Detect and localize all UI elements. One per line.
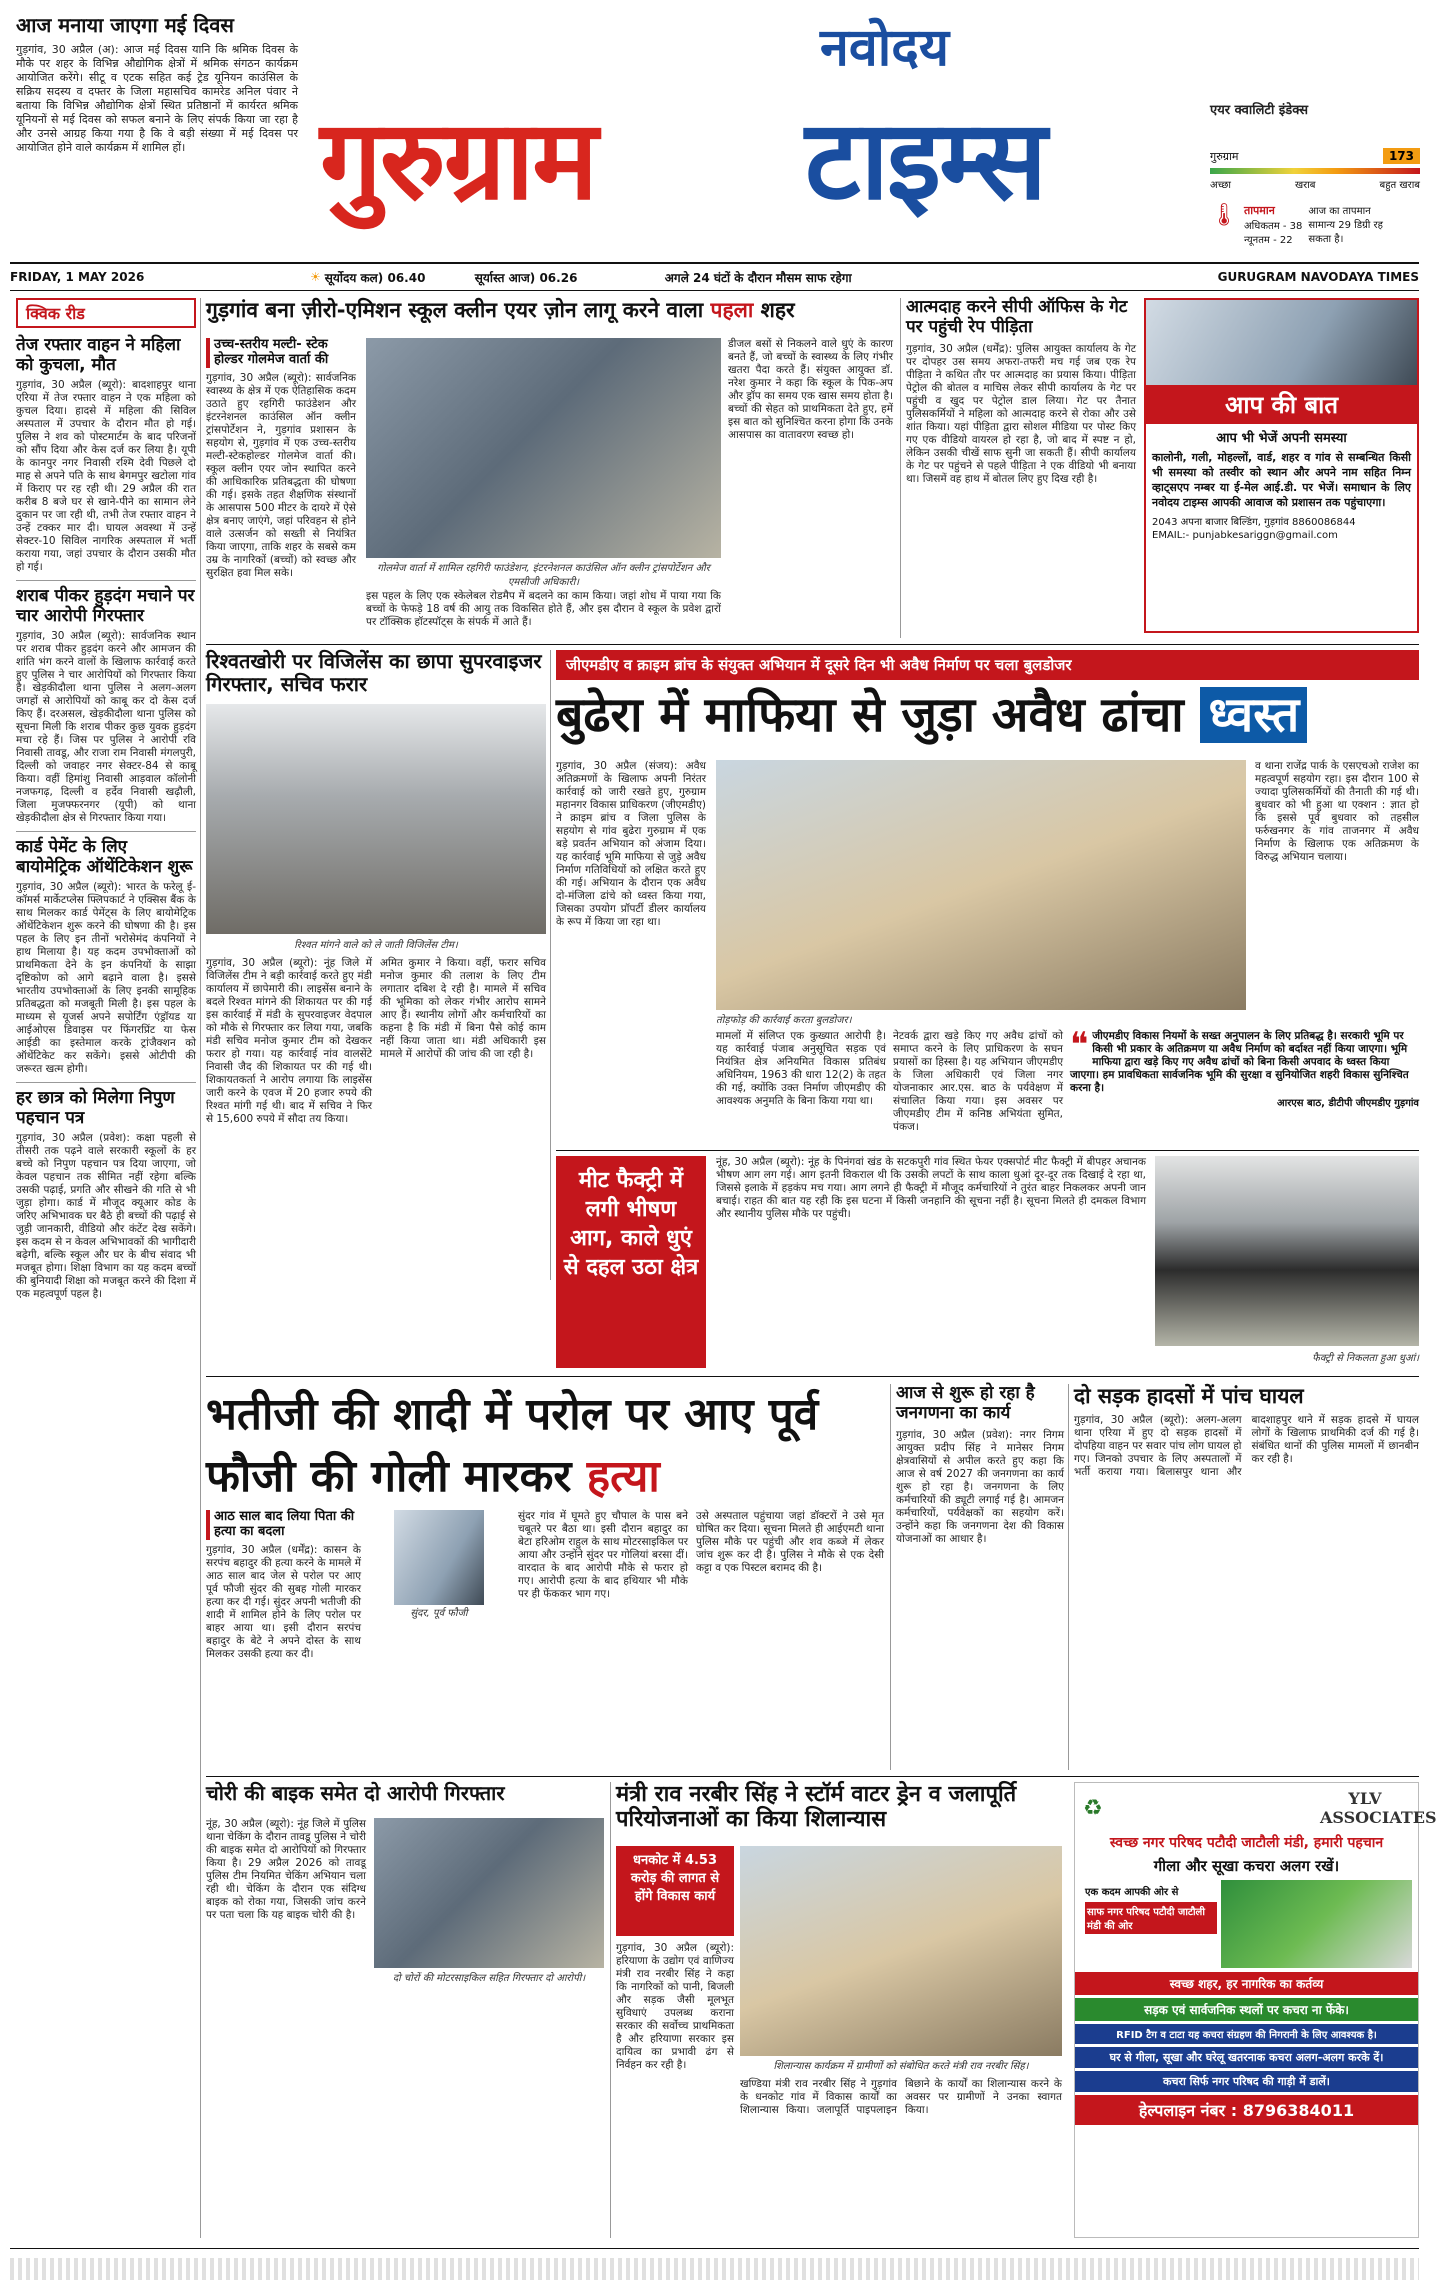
brand-top: नवोदय: [820, 18, 950, 78]
quick-read-headline: हर छात्र को मिलेगा निपुण पहचान पत्र: [16, 1088, 175, 1128]
story-fire-headline: मीट फैक्ट्री में लगी भीषण आग, काले धुएं से दहल उठा क्षेत्र: [556, 1156, 706, 1368]
story-clean-air-subhead: उच्च-स्तरीय मल्टी- स्टेक होल्डर गोलमेज वार्ता की: [206, 338, 356, 368]
weather-text: अगले 24 घंटों के दौरान मौसम साफ रहेगा: [664, 270, 852, 285]
bulldozer-photo: [716, 760, 1246, 1010]
sundar-portrait: [368, 1510, 510, 1619]
story-accidents-body: गुड़गांव, 30 अप्रैल (ब्यूरो): अलग-अलग थाना एरिया में हुए दो सड़क हादसों में दोपहिया वाहन पर सवार पांच लोग घायल हो गए। जिनको उपचार के लिए अस्पतालों में भर्ती कराया गया। बिलासपुर थाना और बादशाहपुर थाने में सड़क हादसे में घायल लोगों के खिलाफ प्राथमिकी दर्ज की गई है। संबंधित थानों की पुलिस मामलों में छानबीन कर रही है।: [1074, 1414, 1419, 1479]
section-rule: [206, 644, 1419, 645]
quick-read-item: [16, 838, 196, 1076]
story-murder: [206, 1510, 886, 1770]
quick-read-column: [16, 298, 196, 2238]
roundtable-caption: गोलमेज वार्ता में शामिल रहगिरी फाउंडेशन, इंटरनेशनल काउंसिल ऑन क्लीन ट्रांसपोर्टेशन और एमसीजी अधिकारी।: [377, 563, 710, 588]
minister-caption: शिलान्यास कार्यक्रम में ग्रामीणों को संबोधित करते मंत्री राव नरबीर सिंह।: [773, 2061, 1029, 2072]
ad-helpline[interactable]: हेल्पलाइन नंबर : 8796384011: [1075, 2095, 1418, 2125]
aqi-level-good: अच्छा: [1210, 180, 1231, 191]
column-divider: [200, 298, 201, 2238]
ad-left-top: एक कदम आपकी ओर से: [1085, 1887, 1179, 1898]
aap-ki-baat-illustration: [1146, 300, 1417, 385]
swachh-logo-icon: ♻: [1083, 1795, 1103, 1821]
story-rape-victim: [906, 298, 1136, 638]
sunset-text: सूर्यास्त आज) 06.26: [474, 270, 578, 285]
story-bike-theft: [206, 1782, 606, 2238]
ad-line1: स्वच्छ नगर परिषद पटौदी जाटौली मंडी, हमारी पहचान: [1109, 1835, 1384, 1851]
aap-ki-baat-box: [1144, 298, 1419, 633]
story-demolition-body2: मामलों में संलिप्त एक कुख्यात आरोपी है। यह कार्रवाई पंजाब अनुसूचित सड़क एवं नियंत्रित क्षेत्र अनियमित विकास प्रतिबंध अधिनियम, 1963 की धारा 12(2) के तहत की गई, क्योंकि उक्त निर्माण जीएमडीए की आवश्यक अनुमति के बिना किया गया था।: [716, 1030, 886, 1107]
minister-photo: [740, 1846, 1062, 2056]
sunrise-icon: ☀: [310, 270, 321, 284]
story-vigilance-body: गुड़गांव, 30 अप्रैल (ब्यूरो): नूंह जिले में विजिलेंस टीम ने बड़ी कार्रवाई करते हुए मंडी कार्यालय में छापेमारी की। लाइसेंस बनाने के बदले रिश्वत मांगने की शिकायत पर की गई इस कार्रवाई में मंडी के सुपरवाइजर वेदपाल को मौके से गिरफ्तार कर लिया गया, जबकि मंडी सचिव मनोज कुमार टीम को देखकर फरार हो गया। यह कार्रवाई नांव वालसेंटे निवासी जैद की शिकायत पर की गई थी। शिकायतकर्ता ने आरोप लगाया कि लाइसेंस जारी करने के एवज में 20 हजार रुपये की रिश्वत मांगी गई थी। बाद में सचिव ने फिर से 15,600 रुपये में सौदा तय किया।: [206, 957, 372, 1125]
quick-read-label: क्विक रीड: [16, 298, 196, 328]
banner-strap: जीएमडीए व क्राइम ब्रांच के संयुक्त अभियान में दूसरे दिन भी अवैध निर्माण पर चला बुलडोजर: [556, 650, 1419, 680]
registration-strip: [10, 2258, 1419, 2280]
factory-smoke-caption: फैक्ट्री से निकलता हुआ धुआं।: [1312, 1353, 1419, 1364]
story-accidents: [1074, 1384, 1419, 1774]
top-left-story: [16, 14, 298, 254]
story-murder-headline: भतीजी की शादी में परोल पर आए पूर्व फौजी की गोली मारकर हत्या: [206, 1389, 819, 1502]
temp-max: अधिकतम - 38: [1243, 221, 1303, 232]
story-census-headline: आज से शुरू हो रहा है जनगणना का कार्य: [896, 1383, 1035, 1423]
sundar-caption: सुंदर, पूर्व फौजी: [410, 1608, 468, 1619]
swachh-ad: [1074, 1782, 1437, 2238]
brand-left: गुरुग्राम: [320, 96, 597, 224]
story-fire-body: नूंह, 30 अप्रैल (ब्यूरो): नूंह के पिनंगवां खंड के सटकपुरी गांव स्थित फेयर एक्सपोर्ट मीट फैक्ट्री में बीपहर अचानक भीषण आग लग गई। आग इतनी विकराल थी कि उसकी लपटों के साथ काला धुआं दूर-दूर तक दिखाई दे रहा था, जिससे इलाके में हड़कंप मच गया। आग लगने ही फैक्ट्री में मौजूद कर्मचारियों ने तुरंत बाहर निकलकर अपनी जान बचाई। राहत की बात यह रही कि इस घटना में किसी जनहानि की सूचना नहीं है। सूचना मिलते ही दमकल विभाग और स्थानीय पुलिस मौके पर पहुंची।: [716, 1156, 1146, 1220]
dateline-bar: [10, 266, 1419, 288]
quick-read-body: गुड़गांव, 30 अप्रैल (ब्यूरो): सार्वजनिक स्थान पर शराब पीकर हुड़दंग करने और आमजन की शांति भंग करने वालों के खिलाफ कार्रवाई करते हुए पुलिस ने चार आरोपियों को गिरफ्तार किया है। खेड़कीदौला थाना पुलिस ने अलग-अलग जगहों से आरोपियों को काबू कर दो केस दर्ज किए हैं। दरअसल, खेड़कीदौला थाना पुलिस को सूचना मिली कि शराब पीकर कुछ युवक हुड़दंग मचा रहे हैं। जिस पर पुलिस ने आरोपी रवि निवासी तावडू, और राजा राम निवासी मंगलपुरी, दिल्ली को जवाहर नगर सेक्टर-84 से काबू किया। वहीं हिमांशु निवासी आड़वाल कॉलोनी नजफगढ़, दिल्ली व हर्देव निवासी खढ़ौली, जिला मुजफ्फरनगर (यूपी) को थाना खेड़कीदौला क्षेत्र से गिरफ्तार किया गया।: [16, 630, 196, 825]
top-left-headline: आज मनाया जाएगा मई दिवस: [16, 13, 234, 37]
ad-blue2: घर से गीला, सूखा और घरेलू खतरनाक कचरा अलग-अलग करके दें।: [1075, 2047, 1418, 2068]
story-vigilance-body2: अमित कुमार ने किया। वहीं, फरार सचिव मनोज कुमार की तलाश के लिए टीम लगातार दबिश दे रही है। मामले में सचिव की भूमिका को लेकर गंभीर आरोप सामने आए हैं। स्थानीय लोगों और कर्मचारियों का कहना है कि मंडी में बिना पैसे कोई काम नहीं किया जाता था। मंडी अधिकारी इस मामले में आरोपों की जांच की जा रही है।: [380, 957, 546, 1060]
thermometer-icon: 🌡: [1210, 203, 1238, 228]
sundar-photo: [394, 1510, 484, 1605]
story-vigilance-headline: रिश्वतखोरी पर विजिलेंस का छापा सुपरवाइजर गिरफ्तार, सचिव फरार: [206, 649, 542, 696]
brand-right: टाइम्स: [805, 96, 1046, 224]
top-left-body: गुड़गांव, 30 अप्रैल (अ): आज मई दिवस यानि कि श्रमिक दिवस के मौके पर शहर के विभिन्न औद्योगिक क्षेत्रों में श्रमिक संगठन कार्यक्रम आयोजित करेंगे। सीटू व एटक सहित कई ट्रेड यूनियन काउंसिल के सक्रिय सदस्य व दफ्तर के जिला महासचिव कामरेड अनिल पंवार ने बताया कि विभिन्न औद्योगिक क्षेत्रों स्थित प्रतिष्ठानों में कार्यरत श्रमिक यूनियनों से मई दिवस को सफल बनाने के लिए संपर्क किया जा रहा है और उनसे आग्रह किया गया है कि वे बड़ी संख्या में मई दिवस पर आयोजित होने वाले कार्यक्रम में शामिल हों।: [16, 43, 298, 154]
gmda-quote-by: आरएस बाठ, डीटीपी जीएमडीए गुड़गांव: [1276, 1098, 1419, 1109]
quick-read-body: गुड़गांव, 30 अप्रैल (ब्यूरो): बादशाहपुर थाना एरिया में तेज रफ्तार वाहन ने एक महिला को कुचल दिया। हादसे में महिला की सिविल अस्पताल में उपचार के दौरान मौत हो गई। पुलिस ने शव को पोस्टमार्टम के बाद परिजनों को सौंप दिया और केस दर्ज कर लिया है। यूपी के कानपुर नगर निवासी रश्मि देवी पिछले दो माह से अपने पति के साथ बेगमपुर खटोला गांव में किराए पर रह रही थी। 29 अप्रैल की रात करीब 8 बजे घर से खाने-पीने का सामान लेने दुकान पर जा रही थी, तभी तेज रफ्तार वाहन ने उन्हें टक्कर मार दी। घायल अवस्था में उन्हें सेक्टर-10 सिविल नागरिक अस्पताल में भर्ती कराया गया, जहां उपचार के दौरान उसकी मौत हो गई।: [16, 379, 196, 574]
quote-icon: ❝: [1070, 1025, 1089, 1065]
story-vigilance: [206, 650, 546, 1280]
column-divider: [890, 1384, 891, 1770]
temp-min: न्यूनतम - 22: [1243, 235, 1293, 246]
story-murder-body2: सुंदर गांव में घूमते हुए चौपाल के पास बने चबूतरे पर बैठा था। इसी दौरान बहादुर का बेटा हरिओम राहुल के साथ मोटरसाइकिल पर आया और उन्होंने सुंदर पर गोलियां बरसा दीं। वारदात के बाद आरोपी मौके से फरार हो गए। आरोपी हत्या के बाद हथियार भी मौके पर ही फेंककर भाग गए।: [518, 1510, 688, 1600]
story-bike-theft-headline: चोरी की बाइक समेत दो आरोपी गिरफ्तार: [206, 1781, 505, 1805]
ad-slogan: स्वच्छ शहर, हर नागरिक का कर्तव्य: [1075, 1972, 1418, 1995]
aqi-value: 173: [1383, 148, 1420, 164]
story-bike-theft-body: नूंह, 30 अप्रैल (ब्यूरो): नूंह जिले में पुलिस थाना चेकिंग के दौरान तावडू पुलिस ने चोरी की बाइक समेत दो आरोपियों को गिरफ्तार किया है। 29 अप्रैल 2026 को तावडू पुलिस टीम नियमित चेकिंग अभियान चला रही थी। चेकिंग के दौरान एक संदिग्ध बाइक को रोका गया, जिसकी जांच करने पर पता चला कि यह बाइक चोरी की है।: [206, 1818, 366, 1921]
story-murder-subhead: आठ साल बाद लिया पिता की हत्या का बदला: [206, 1510, 361, 1540]
ad-line2: गीला और सूखा कचरा अलग रखें।: [1153, 1857, 1340, 1875]
masthead-rule-bottom: [10, 290, 1419, 291]
aap-ki-baat-subtitle: आप भी भेजें अपनी समस्या: [1216, 431, 1347, 446]
story-clean-air-body2: इस पहल के लिए एक स्केलेबल रोडमैप में बदलने का काम किया। जहां शोध में पाया गया कि बच्चों के फेफड़े 18 वर्ष की आयु तक विकसित होते हैं, और इस दौरान वे स्कूल के प्रवेश द्वारों पर टॉक्सिक हॉटस्पॉट्स के संपर्क में आते हैं।: [366, 590, 721, 628]
story-clean-air: [206, 298, 896, 638]
vigilance-caption: रिश्वत मांगने वाले को ले जाती विजिलेंस टीम।: [294, 940, 458, 951]
story-minister-body2: खण्डिया मंत्री राव नरबीर सिंह ने गुड़गांव के धनकोट गांव में विकास कार्यों का शिलान्यास किया। जलापूर्ति पाइपलाइन बिछाने के कार्यों का शिलान्यास करने के अवसर पर ग्रामीणों ने उनका स्वागत किया।: [740, 2078, 1062, 2116]
story-rape-victim-headline: आत्मदाह करने सीपी ऑफिस के गेट पर पहुंची रेप पीड़िता: [906, 297, 1128, 337]
story-rape-victim-body: गुड़गांव, 30 अप्रैल (धर्मेंद्र): पुलिस आयुक्त कार्यालय के गेट पर दोपहर उस समय अफरा-तफरी मच गई जब एक रेप पीड़िता ने कथित तौर पर आत्मदाह का प्रयास किया। पीड़िता पेट्रोल की बोतल व माचिस लेकर सीपी कार्यालय के गेट पर पहुंची व खुद पर पेट्रोल डाल लिया। गेट पर तैनात पुलिसकर्मियों ने महिला को आत्मदाह करने से रोका और उसे शांत किया। यहां पीड़िता द्वारा सोशल मीडिया पर पोस्ट किए गए एक वीडियो वायरल हो रहा है, जो बाद में स्पष्ट न हो, लेकिन उसकी चीखें साफ सुनी जा सकती हैं। सीपी कार्यालय के गेट पर पहुंचने से पहले पीड़िता ने एक वीडियो भी बनाया था। जिसमें वह हाथ में बोतल लिए हुए दिख रही है।: [906, 343, 1136, 486]
ad-company: YLV ASSOCIATES: [1320, 1789, 1437, 1827]
aap-ki-baat-title: आप की बात: [1146, 385, 1417, 424]
bike-theft-caption: दो चोरों की मोटरसाइकिल सहित गिरफ्तार दो आरोपी।: [392, 1973, 586, 1984]
aap-ki-baat-address: 2043 अपना बाजार बिल्डिंग, गुड़गांव 8860086844: [1152, 517, 1356, 528]
bike-theft-photo: [374, 1818, 604, 1968]
quick-read-headline: शराब पीकर हुड़दंग मचाने पर चार आरोपी गिरफ्तार: [16, 586, 195, 626]
story-accidents-headline: दो सड़क हादसों में पांच घायल: [1074, 1384, 1304, 1408]
quick-read-body: गुड़गांव, 30 अप्रैल (ब्यूरो): भारत के फरेलू ई-कॉमर्स मार्केटप्लेस फ्लिपकार्ट ने एक्सिस बैंक के साथ मिलकर कार्ड पेमेंट्स के लिए बायोमेट्रिक ऑथेंटिकेशन शुरू करने की घोषणा की है। इस पहल के लिए इन तीनों भरोसेमंद कंपनियों ने हाथ मिलाया है। यह कदम उपभोक्ताओं को प्राथमिकता देने के इन कंपनियों के साझा दृष्टिकोण को आगे बढ़ाने वाला है। इससे भारतीय उपभोक्ताओं के लिए इनकी सामूहिक प्रतिबद्धता को मजबूती मिली है। इस पहल के माध्यम से यूजर्स अपने सपोर्टिंग एंड्रॉयड या आईओएस डिवाइस पर फिंगरप्रिंट या फेस आईडी का इस्तेमाल करके ट्रांजैक्शन को ऑथेंटिकेट कर सकेंगे। इससे ओटीपी की जरूरत खत्म होगी।: [16, 881, 196, 1076]
ad-blue1: RFID टैग व टाटा यह कचरा संग्रहण की निगरानी के लिए आवश्यक है।: [1075, 2024, 1418, 2044]
aqi-city: गुरुग्राम: [1210, 149, 1239, 163]
aqi-title: एयर क्वालिटी इंडेक्स: [1210, 103, 1309, 118]
ad-blue3: कचरा सिर्फ नगर परिषद की गाड़ी में डालें।: [1075, 2071, 1418, 2092]
aqi-panel: [1210, 100, 1420, 250]
quick-read-item: [16, 587, 196, 825]
masthead: [300, 10, 1200, 250]
ad-green1: सड़क एवं सार्वजनिक स्थलों पर कचरा ना फेंके।: [1075, 1998, 1418, 2021]
story-demolition-body: गुड़गांव, 30 अप्रैल (संजय): अवैध अतिक्रमणों के खिलाफ अपनी निरंतर कार्रवाई को जारी रखते हुए, गुरुग्राम महानगर विकास प्राधिकरण (जीएमडीए) ने क्राइम ब्रांच व जिला पुलिस के सहयोग से गांव बुढेरा गुरुग्राम में एक बड़े प्रवर्तन अभियान को अंजाम दिया। यह कार्रवाई भूमि माफिया से जुड़े अवैध निर्माण गतिविधियों को लक्षित करते हुए की गई। अभियान के दौरान एक अवैध दो-मंजिला ढांचे को ध्वस्त किया गया, जिसका उपयोग प्रॉपर्टी डीलर कार्यालय के रूप में किया जा रहा था।: [556, 760, 706, 928]
vigilance-photo: [206, 704, 546, 934]
story-census: [896, 1384, 1064, 1770]
temp-label: तापमान: [1243, 204, 1275, 217]
story-clean-air-headline: गुड़गांव बना ज़ीरो-एमिशन स्कूल क्लीन एयर ज़ोन लागू करने वाला पहला शहर: [206, 298, 795, 322]
paper-name: GURUGRAM NAVODAYA TIMES: [1217, 270, 1419, 284]
section-rule: [556, 1150, 1419, 1151]
quick-read-item: [16, 336, 196, 574]
quick-read-headline: कार्ड पेमेंट के लिए बायोमेट्रिक ऑथेंटिकेशन शुरू: [16, 837, 193, 877]
story-clean-air-body: गुड़गांव, 30 अप्रैल (ब्यूरो): सार्वजनिक स्वास्थ्य के क्षेत्र में एक ऐतिहासिक कदम उठाते हुए रहगिरी फाउंडेशन और इंटरनेशनल काउंसिल ऑन क्लीन ट्रांसपोर्टेशन ने, गुड़गांव प्रशासन के सहयोग से, गुड़गांव में एक उच्च-स्तरीय मल्टी-स्टेकहोल्डर गोलमेज वार्ता की। स्कूल क्लीन एयर जोन स्थापित करने की आधिकारिक प्रतिबद्धता की घोषणा की गई। इसके तहत शैक्षणिक संस्थानों के आसपास 500 मीटर के दायरे में ऐसे क्षेत्र बनाए जाएंगे, जहां परिवहन से होने वाले उत्सर्जन को सख्ती से नियंत्रित किया जाएगा, ताकि शहर के सबसे कम उम्र के नागरिकों (बच्चों) को स्वच्छ और सुरक्षित हवा मिल सके।: [206, 371, 356, 579]
story-clean-air-body3: डीजल बसों से निकलने वाले धुएं के कारण बनते हैं, जो बच्चों के स्वास्थ्य के लिए गंभीर खतरा पैदा करते हैं। संयुक्त आयुक्त डॉ. नरेश कुमार ने कहा कि स्कूल के पिक-अप और ड्रॉप का समय एक खास समय होता है। बच्चों की सेहत को प्राथमिकता देते हुए, हमें इस बात को सुनिश्चित करना होगा कि उनके आसपास का वातावरण स्वच्छ हो।: [728, 338, 893, 441]
story-demolition-body3: नेटवर्क द्वारा खड़े किए गए अवैध ढांचों को समाप्त करने के लिए प्राधिकरण के सघन प्रयासों का हिस्सा है। यह अभियान जीएमडीए के जिला अधिकारी एवं जिला नगर योजनाकार आर.एस. बाठ के पर्यवेक्षण में संचालित किया गया। इस अवसर पर जीएमडीए टीम में कनिष्ठ अभियंता सुमित, पंकज।: [893, 1030, 1063, 1133]
column-divider: [610, 1782, 611, 2238]
masthead-rule-top: [10, 262, 1419, 264]
factory-smoke-photo: [1155, 1156, 1419, 1346]
story-demolition-body4: व थाना राजेंद्र पार्क के एसएचओ राजेश का महत्वपूर्ण सहयोग रहा। इस दौरान 100 से ज्यादा पुलिसकर्मियों की तैनाती की गई थी। बुधवार को भी हुआ था एक्शन : ज्ञात हो कि इससे पूर्व बुधवार को तहसील फर्रुखनगर के गांव ताजनगर में अवैध निर्माण के खिलाफ एक अतिक्रमण के विरुद्ध अभियान चलाया।: [1255, 760, 1419, 863]
gmda-quote: जीएमडीए विकास नियमों के सख्त अनुपालन के लिए प्रतिबद्ध है। सरकारी भूमि पर किसी भी प्रकार के अतिक्रमण या अवैध निर्माण को बर्दाश्त नहीं किया जाएगा। भूमि माफिया द्वारा खड़े किए गए अवैध ढांचों को बिना किसी अपवाद के ध्वस्त किया जाएगा। हम प्रावधिकता सार्वजनिक भूमि की सुरक्षा व सुनियोजित शहरी विकास सुनिश्चित करना है।: [1070, 1030, 1409, 1094]
column-divider: [1068, 1384, 1069, 1770]
aap-ki-baat-email[interactable]: EMAIL:- punjabkesariggn@gmail.com: [1152, 530, 1338, 541]
aqi-scale: [1210, 168, 1420, 174]
story-minister-headline: मंत्री राव नरबीर सिंह ने स्टॉर्म वाटर ड्रेन व जलापूर्ति परियोजनाओं का किया शिलान्यास: [616, 1782, 1017, 1833]
page-bottom-rule: [10, 2248, 1419, 2249]
section-rule: [206, 1376, 1419, 1377]
story-murder-body: गुड़गांव, 30 अप्रैल (धर्मेंद्र): कासन के सरपंच बहादुर की हत्या करने के मामले में आठ साल बाद जेल से परोल पर आए पूर्व फौजी सुंदर की सुबह गोली मारकर हत्या कर दी गई। सुंदर अपनी भतीजी की शादी में शामिल होने के लिए परोल पर बाहर आया था। इसी दौरान सरपंच बहादुर के बेटे ने अपने दोस्त के साथ मिलकर उसकी हत्या कर दी।: [206, 1543, 361, 1660]
aqi-level-verybad: बहुत खराब: [1379, 180, 1420, 191]
aap-ki-baat-body: कालोनी, गली, मोहल्लों, वार्ड, शहर व गांव से सम्बन्धित किसी भी समस्या को तस्वीर को स्थान और अपने नाम सहित निम्न व्हाट्सएप नम्बर या ई-मेल आई.डी. पर भेजें। समाधान के लिए नवोदय टाइम्स आपकी आवाज को प्रशासन तक पहुंचाएगा।: [1152, 451, 1411, 509]
garbage-truck-image: [1221, 1880, 1412, 1968]
temp-note: आज का तापमान सामान्य 29 डिग्री रह सकता है।: [1308, 206, 1383, 245]
story-census-body: गुड़गांव, 30 अप्रैल (प्रवेश): नगर निगम आयुक्त प्रदीप सिंह ने मानेसर निगम क्षेत्रवासियों से अपील करते हुए कहा कि आज से वर्ष 2027 की जनगणना का कार्य शुरू हो रहा है। जनगणना के लिए कर्मचारियों की ड्यूटी लगाई गई है। आमजन कर्मचारियों, पर्यवेक्षकों का सहयोग करें। उन्होंने कहा कि जनगणना देश की विकास योजनाओं का आधार है।: [896, 1429, 1064, 1546]
aqi-level-bad: खराब: [1294, 180, 1316, 191]
date-text: FRIDAY, 1 MAY 2026: [10, 270, 145, 284]
quick-read-item: [16, 1089, 196, 1301]
story-minister-body: गुड़गांव, 30 अप्रैल (ब्यूरो): हरियाणा के उद्योग एवं वाणिज्य मंत्री राव नरबीर सिंह ने कहा कि नागरिकों को पानी, बिजली और सड़क जैसी मूलभूत सुविधाएं उपलब्ध कराना सरकार की सर्वोच्च प्राथमिकता है और हरियाणा सरकार इस दायित्व का प्रभावी ढंग से निर्वहन कर रही है।: [616, 1942, 734, 2071]
section-rule: [206, 1776, 1419, 1777]
bulldozer-caption: तोड़फोड़ की कार्रवाई करता बुलडोजर।: [716, 1015, 852, 1026]
story-murder-body3: उसे अस्पताल पहुंचाया जहां डॉक्टरों ने उसे मृत घोषित कर दिया। सूचना मिलते ही आईएमटी थाना पुलिस मौके पर पहुंची और शव कब्जे में लेकर जांच शुरू कर दी है। पुलिस ने मौके से एक देसी कट्टा व एक पिस्टल बरामद की है।: [696, 1510, 884, 1574]
sunrise-text: सूर्योदय कल) 06.40: [324, 270, 426, 285]
quick-read-body: गुड़गांव, 30 अप्रैल (प्रवेश): कक्षा पहली से तीसरी तक पढ़ने वाले सरकारी स्कूलों के हर बच्चे को निपुण पहचान पत्र दिया जाएगा, जो केवल पहचान तक सीमित नहीं रहेगा बल्कि उसकी पढ़ाई, प्रगति और सीखने की गति से भी जुड़ा होगा। कार्ड में मौजूद क्यूआर कोड के जरिए अभिभावक घर बैठे ही बच्चों की पढ़ाई से जुड़ी जानकारी, वीडियो और कंटेंट देख सकेंगे। इस कदम से न केवल अभिभावकों की भागीदारी बढ़ेगी, बल्कि स्कूल और घर के बीच संवाद भी मजबूत होगा। शिक्षा विभाग का यह कदम बच्चों की बुनियादी शिक्षा को मजबूत करने की दिशा में एक महत्वपूर्ण पहल है।: [16, 1132, 196, 1301]
column-divider: [900, 298, 901, 638]
gmda-quote-box: [1070, 1025, 1419, 1145]
column-divider: [550, 650, 551, 1280]
ad-left-sub: साफ नगर परिषद पटौदी जाटौली मंडी की ओर: [1085, 1902, 1217, 1934]
roundtable-photo: [366, 338, 721, 558]
story-minister-sidebox: धनकोट में 4.53 करोड़ की लागत से होंगे विकास कार्य: [616, 1846, 734, 1936]
banner-headline: बुढेरा में माफिया से जुड़ा अवैध ढांचा ध्वस्त: [556, 688, 1419, 743]
story-minister: [616, 1782, 1064, 2238]
quick-read-headline: तेज रफ्तार वाहन ने महिला को कुचला, मौत: [16, 335, 181, 375]
